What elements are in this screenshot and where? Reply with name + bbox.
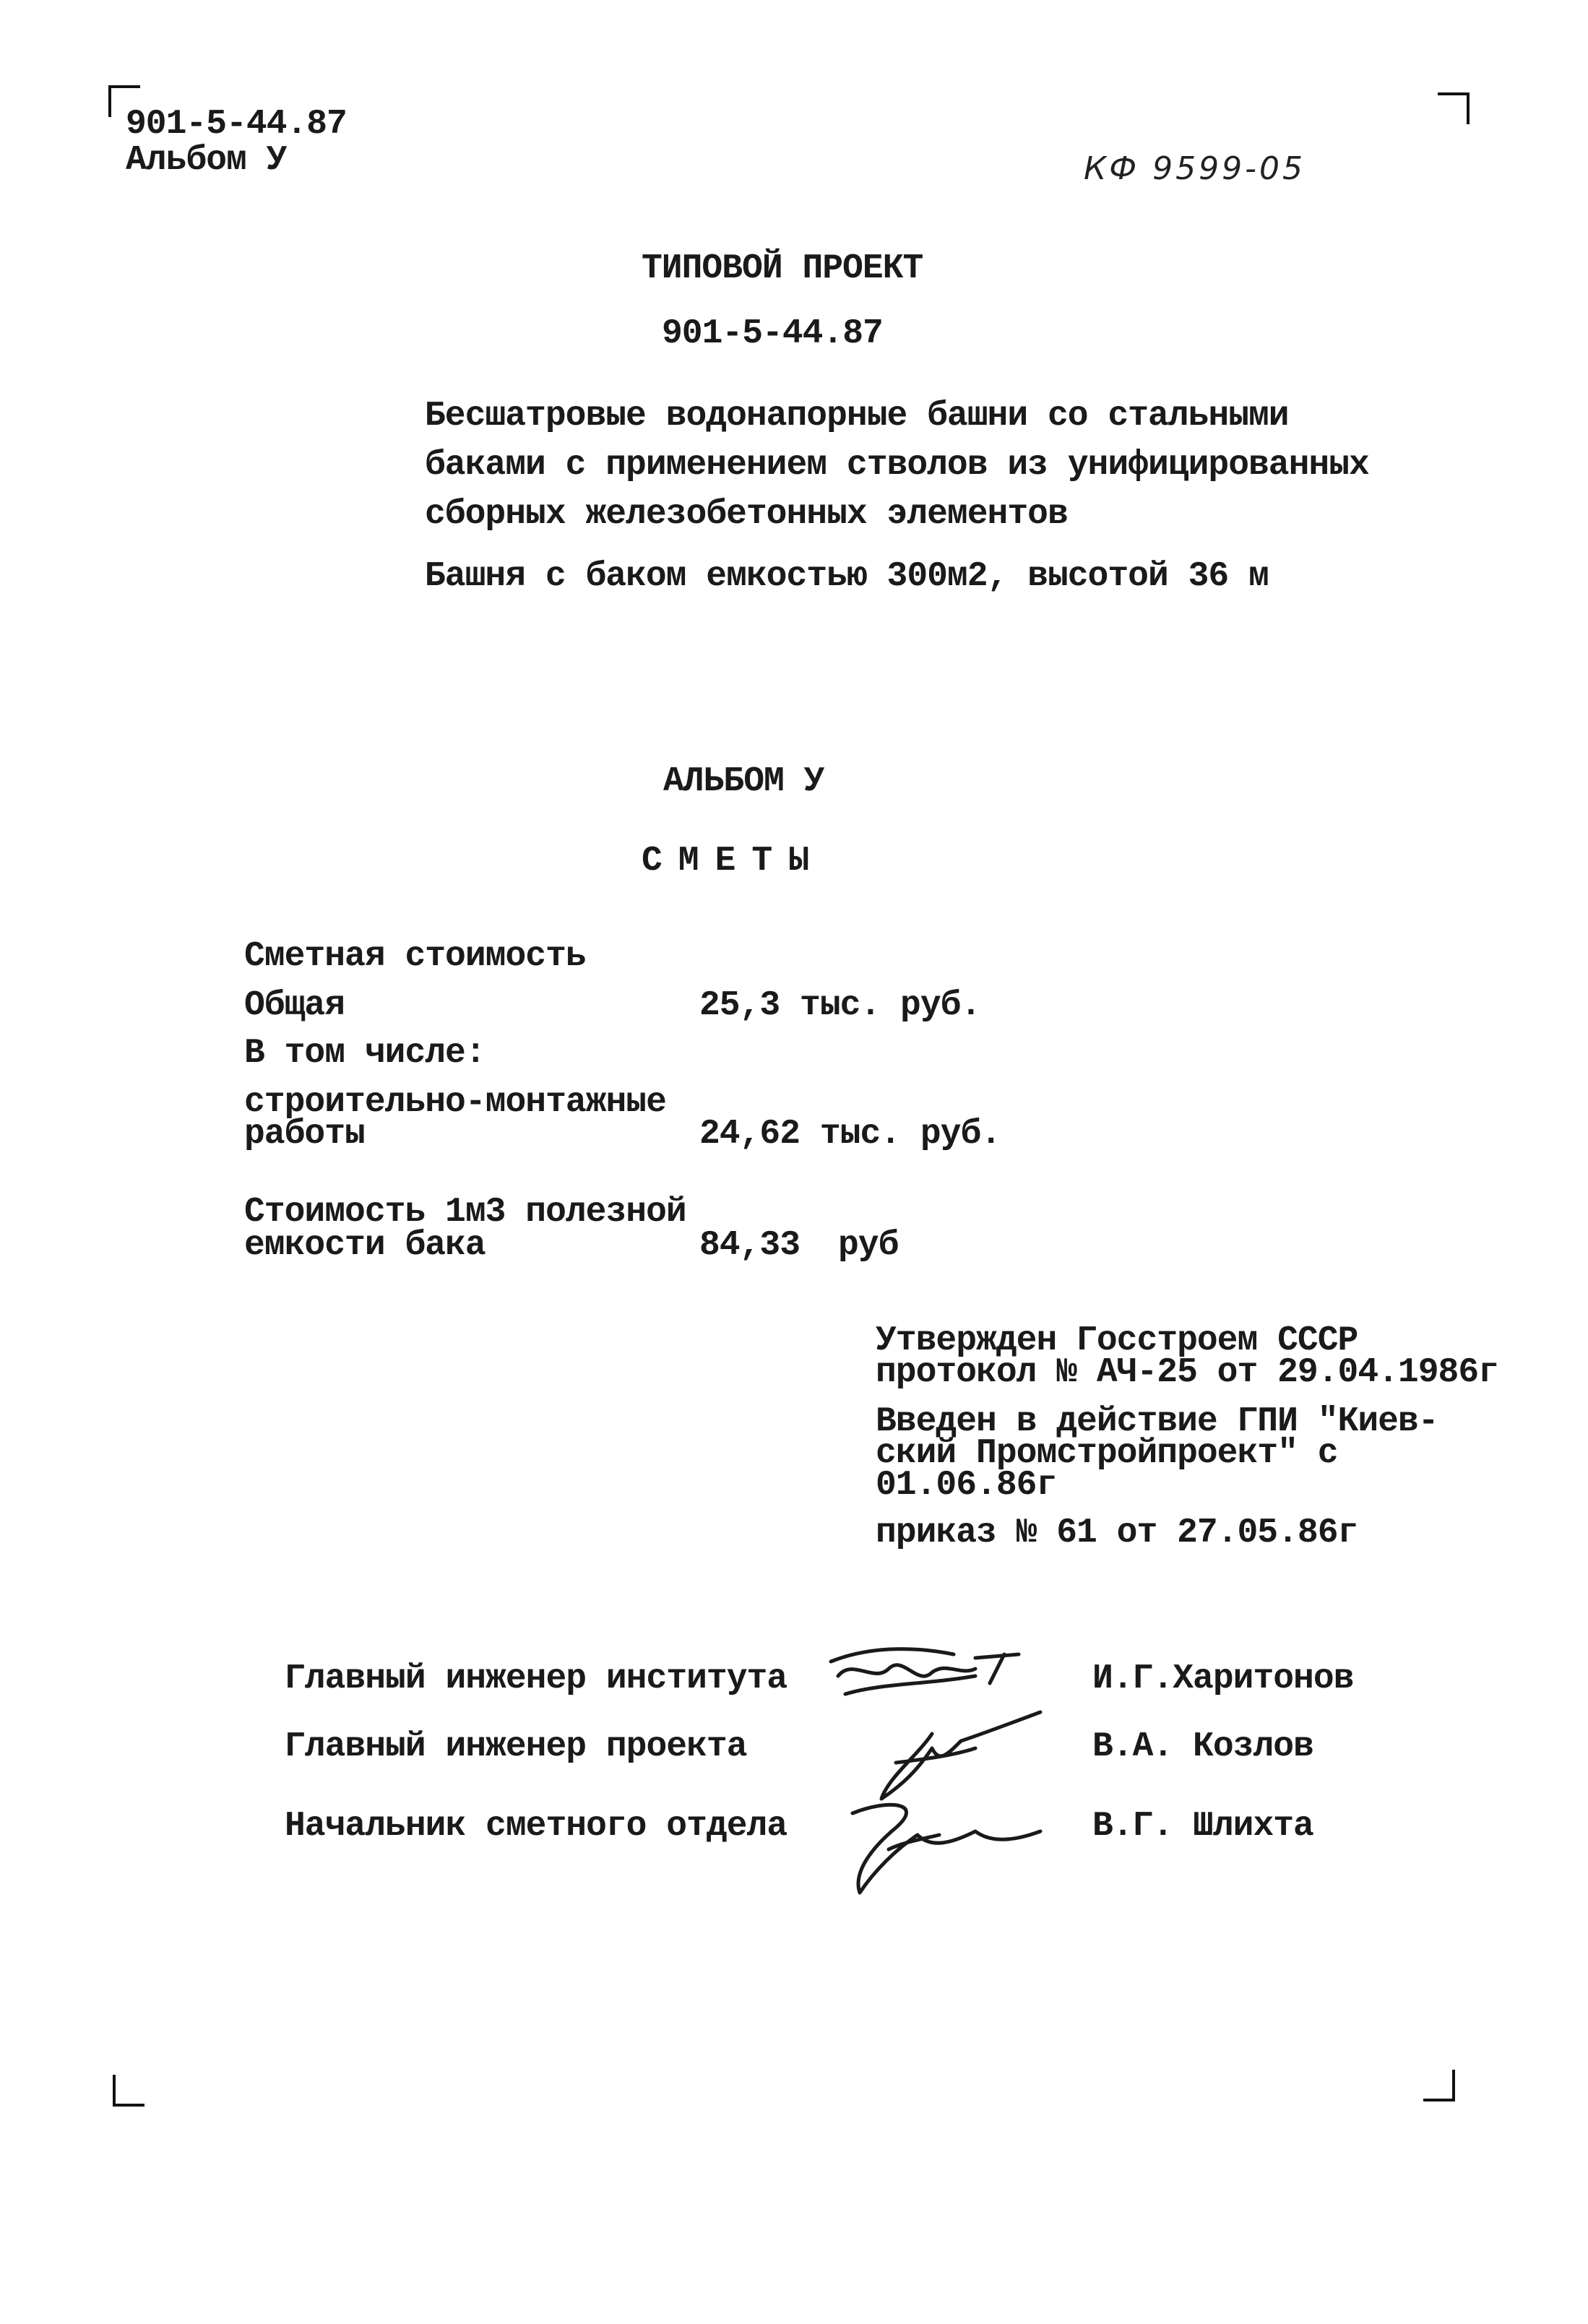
signatory-name-2: В.А. Козлов: [1092, 1727, 1313, 1766]
approval-line-3: Введен в действие ГПИ "Киев-: [876, 1402, 1438, 1441]
approval-line-5: 01.06.86г: [876, 1466, 1057, 1505]
album-label: АЛЬБОМ У: [663, 762, 824, 801]
signatory-name-3: В.Г. Шлихта: [1092, 1807, 1313, 1846]
corner-mark-top-right: [1438, 92, 1470, 124]
description-line-1: Бесшатровые водонапорные башни со стальными: [425, 397, 1289, 436]
signatory-position-1: Главный инженер института: [285, 1659, 787, 1698]
unit-cost-label-2: емкости бака: [244, 1226, 486, 1265]
approval-line-4: ский Промстройпроект" с: [876, 1434, 1338, 1473]
unit-cost-label-1: Стоимость 1м3 полезной: [244, 1193, 686, 1232]
approval-line-6: приказ № 61 от 27.05.86г: [876, 1513, 1358, 1552]
header-code: 901-5-44.87: [126, 105, 347, 144]
archive-number: КФ 9599-05: [1084, 150, 1306, 187]
total-label: Общая: [244, 986, 345, 1025]
handwritten-signatures: [809, 1633, 1069, 1922]
construction-label-1: строительно-монтажные: [244, 1083, 666, 1122]
description-line-3: сборных железобетонных элементов: [425, 495, 1068, 534]
including-label: В том числе:: [244, 1034, 486, 1073]
cost-heading: Сметная стоимость: [244, 937, 586, 976]
construction-label-2: работы: [244, 1115, 365, 1154]
approval-line-1: Утвержден Госстроем СССР: [876, 1321, 1358, 1360]
signatory-position-3: Начальник сметного отдела: [285, 1807, 787, 1846]
project-code: 901-5-44.87: [662, 314, 883, 353]
unit-cost-value: 84,33: [699, 1226, 801, 1265]
project-type: ТИПОВОЙ ПРОЕКТ: [642, 249, 923, 288]
tower-description: Башня с баком емкостью 300м2, высотой 36 м: [425, 557, 1269, 596]
unit-cost-currency: руб: [838, 1226, 899, 1265]
approval-line-2: протокол № АЧ-25 от 29.04.1986г: [876, 1353, 1498, 1392]
signatory-position-2: Главный инженер проекта: [285, 1727, 747, 1766]
construction-value: 24,62 тыс. руб.: [699, 1115, 1001, 1154]
corner-mark-bottom-left: [113, 2075, 144, 2107]
header-album: Альбом У: [126, 141, 287, 180]
signatory-name-1: И.Г.Харитонов: [1092, 1659, 1354, 1698]
corner-mark-bottom-right: [1423, 2070, 1455, 2101]
description-line-2: баками с применением стволов из унифицированных: [425, 446, 1369, 485]
total-value: 25,3 тыс. руб.: [699, 986, 981, 1025]
album-subtitle: СМЕТЫ: [642, 842, 826, 881]
